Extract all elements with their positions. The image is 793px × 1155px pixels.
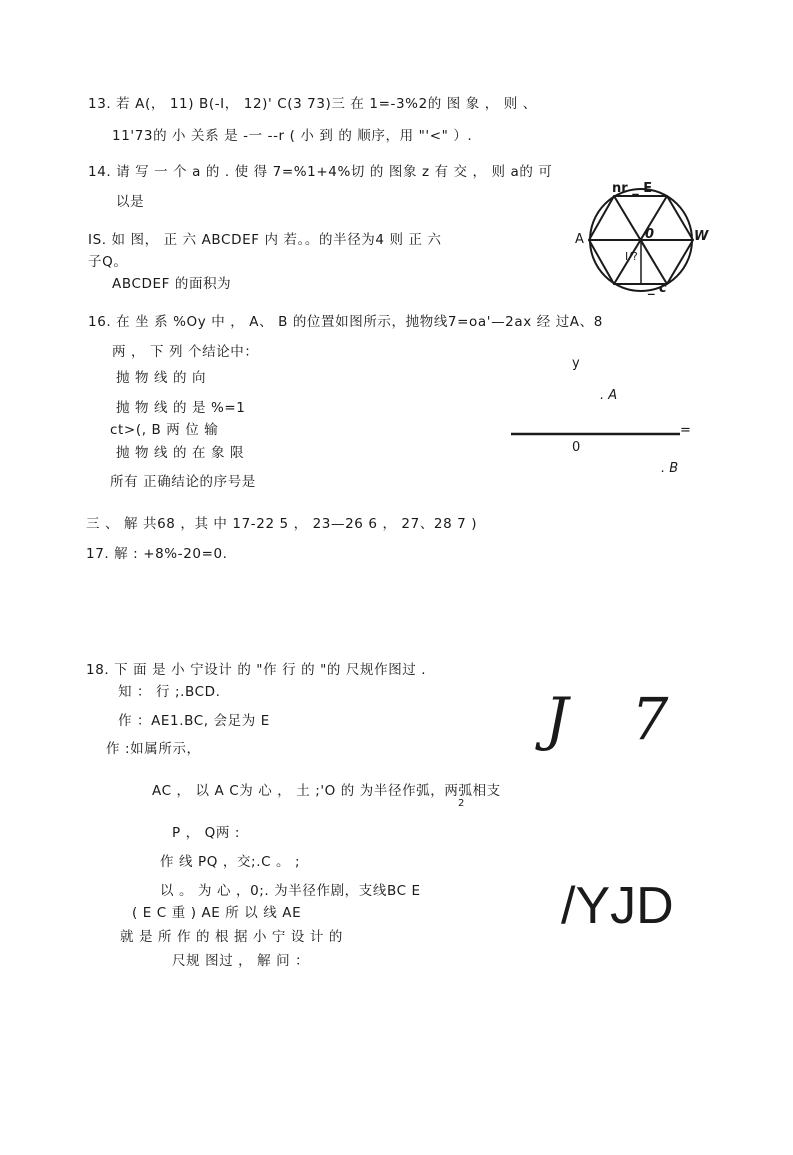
q15-line-2: 子Q。 (88, 254, 128, 270)
q18-line-3: 作 ：AE1.BC, 会足为 E (118, 713, 270, 729)
axes-label-x: = (680, 423, 691, 438)
axes-label-y: y (572, 356, 580, 371)
section-3-heading: 三 、 解 共68 ，其 中 17-22 5 ， 23—26 6 ， 27、28 7 ) (86, 516, 478, 532)
axes-label-b: . B (661, 461, 679, 476)
q16-line-6: 抛 物 线 的 在 象 限 (116, 445, 245, 461)
q18-line-2: 知 ： 行 ;.BCD. (118, 684, 221, 700)
hex-label-a: A (575, 232, 584, 247)
q18-line-6: P ， Q两 : (172, 825, 240, 841)
q13-line-1: 13. 若 A(， 11) B(-I， 12)' C(3 73)三 在 1=-3%2的 图 象 ， 则 、 (88, 96, 537, 112)
q15-line-3: ABCDEF 的面积为 (112, 276, 232, 292)
hex-label-w: W (694, 229, 709, 244)
q16-line-3: 抛 物 线 的 向 (116, 370, 207, 386)
hex-label-top: nr _ E (612, 181, 653, 196)
q18-line-4: 作 :如属所示， (106, 741, 201, 757)
q16-line-4: 抛 物 线 的 是 %=1 (116, 400, 246, 416)
q16-line-1: 16. 在 坐 系 %Oy 中 ， A、 B 的位置如图所示，抛物线7=oa'—2ax 经 过A、8 (88, 314, 603, 330)
q14-line-2: 以是 (116, 194, 145, 210)
q17-line-1: 17. 解 : +8%-20=0. (86, 546, 228, 562)
handwriting-yjd: /YJD (561, 877, 674, 935)
q18-line-5: AC ， 以 A C为 心 ， 土 ;'O 的 为半径作弧，两弧相支 (152, 783, 501, 799)
q18-line-11: 尺规 图过 ， 解 问 ： (172, 953, 310, 969)
q18-line-7: 作 线 PQ ，交;.C 。 ; (160, 854, 301, 870)
handwriting-j7: J 7 (545, 685, 671, 753)
q18-line-1: 18. 下 面 是 小 宁设计 的 "作 行 的 "的 尺规作图过 . (86, 662, 427, 678)
q18-line-10: 就 是 所 作 的 根 据 小 宁 设 计 的 (120, 929, 344, 945)
hex-label-center: 0 (645, 227, 655, 242)
q14-line-1: 14. 请 写 一 个 a 的 . 使 得 7=%1+4%切 的 图象 z 有 交 ， 则 a的 可 (88, 164, 553, 180)
q18-line-5-subscript: 2 (458, 798, 465, 809)
q13-line-2: 11'73的 小 关系 是 -一 --r ( 小 到 的 顺序，用 "'<" ）. (112, 128, 473, 144)
q16-line-2: 两 ， 下 列 个结论中： (112, 344, 259, 360)
q18-line-8: 以 。 为 心 ，0;. 为半径作剧，支线BC E (160, 883, 421, 899)
q18-line-9: ( E C 重 ) AE 所 以 线 AE (132, 905, 302, 921)
hex-label-inner: I/? (625, 250, 638, 263)
axes-label-a: . A (600, 388, 618, 403)
q15-line-1: IS. 如 图， 正 六 ABCDEF 内 若。。的半径为4 则 正 六 (88, 232, 442, 248)
q16-line-5: ct>(, B 两 位 输 (110, 422, 219, 438)
q16-line-7: 所有 正确结论的序号是 (110, 474, 256, 490)
hex-label-bottom: _ c (648, 281, 667, 296)
axes-label-origin: 0 (572, 440, 581, 455)
